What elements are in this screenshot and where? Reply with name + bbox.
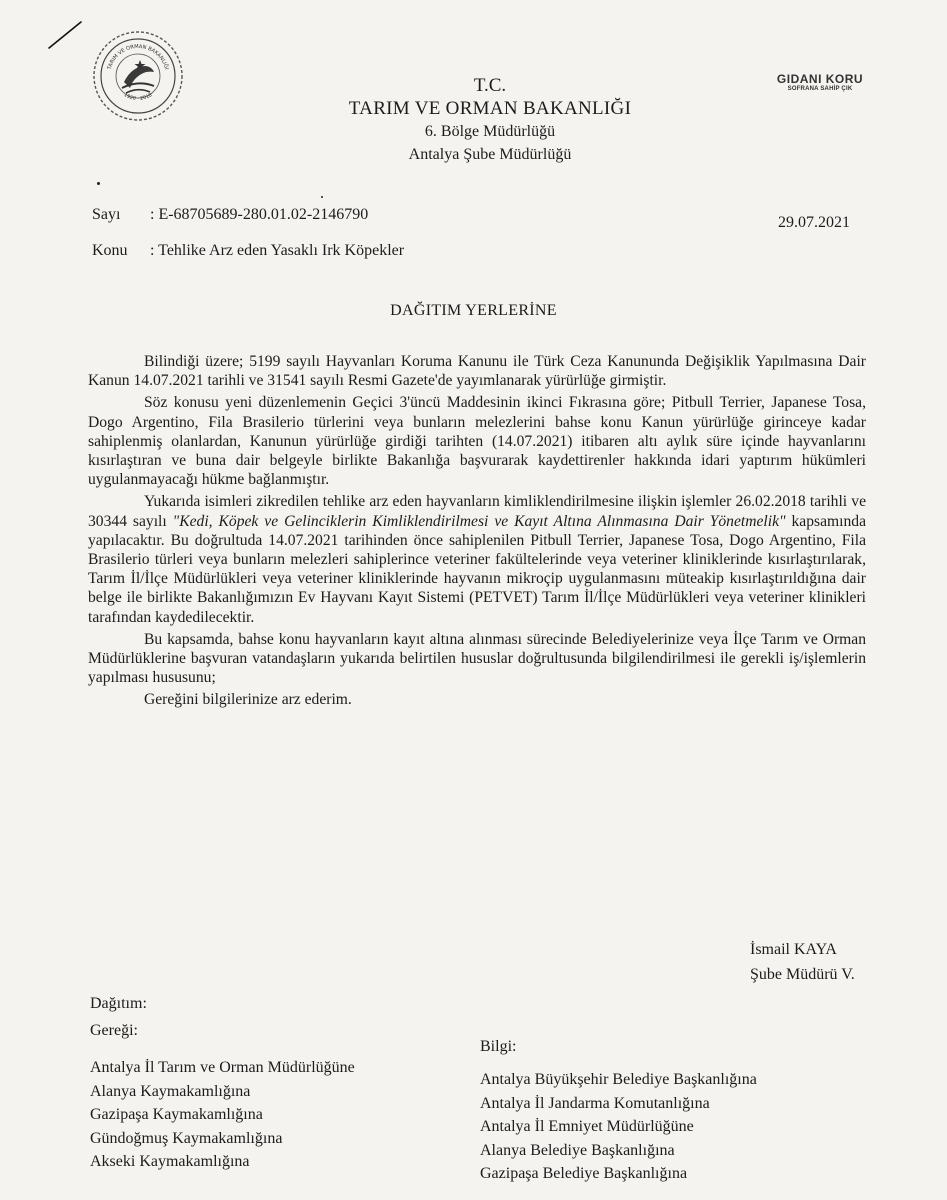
distribution-heading: Dağıtım: (90, 995, 147, 1012)
paragraph-1: Bilindiği üzere; 5199 sayılı Hayvanları Koruma Kanunu ile Türk Ceza Kanununda Değişiklik Yapılmasına Dair Kanun 14.07.2021 tarihli ve 31541 sayılı Resmi Gazete'de yayımlanarak yürürlüğe girmiştir. (88, 353, 866, 390)
sayi-line (92, 206, 368, 224)
list-item: Alanya Belediye Başkanlığına (480, 1141, 675, 1159)
list-item: Akseki Kaymakamlığına (90, 1153, 250, 1170)
list-item: Gündoğmuş Kaymakamlığına (90, 1129, 283, 1147)
list-item: Antalya İl Emniyet Müdürlüğüne (480, 1118, 694, 1135)
list-item: Alanya Kaymakamlığına (90, 1082, 251, 1100)
bilgi-label: Bilgi: (480, 1038, 517, 1055)
konu-line (92, 242, 404, 260)
paragraph-4: Bu kapsamda, bahse konu hayvanların kayıt altına alınması sürecinde Belediyelerinize veya İlçe Tarım ve Orman Müdürlüklerine başvuran vatandaşların yukarıda belirtilen hususlar doğrultusunda bilgilendirilmesi ile gerekli iş/işlemlerin yapılması hususunu; (88, 630, 866, 687)
seal-top-text: TARIM VE ORMAN BAKANLIĞI (106, 43, 170, 71)
svg-text:1920 · 2018 (123, 92, 154, 102)
seal-bottom-text: 1920 · 2018 (122, 92, 154, 102)
bilgi-list (480, 1068, 757, 1186)
stray-dot (97, 182, 100, 185)
stray-dot (321, 196, 323, 198)
letter-body (88, 352, 866, 713)
konu-value: : Tehlike Arz eden Yasaklı Irk Köpekler (150, 242, 405, 259)
header-ministry: TARIM VE ORMAN BAKANLIĞI (348, 98, 632, 119)
ministry-seal-logo (92, 30, 184, 122)
pen-mark (45, 18, 85, 52)
letterhead (280, 74, 700, 166)
header-branch: Antalya Şube Müdürlüğü (408, 146, 572, 163)
list-item: Gazipaşa Belediye Başkanlığına (480, 1165, 688, 1182)
signatory-name: İsmail KAYA (750, 941, 837, 958)
gidani-koru-brand (760, 72, 880, 92)
signature-block (750, 937, 855, 987)
sayi-label: Sayı (92, 206, 121, 223)
list-item: Gazipaşa Kaymakamlığına (90, 1106, 263, 1123)
regulation-title: "Kedi, Köpek ve Gelinciklerin Kimliklendirilmesi ve Kayıt Altına Alınmasına Dair Yönetmelik" (172, 512, 786, 530)
sayi-value: : E-68705689-280.01.02-2146790 (150, 206, 369, 223)
gere-label: Gereği: (90, 1022, 138, 1039)
document-title: DAĞITIM YERLERİNE (390, 302, 557, 319)
gere-list (90, 1056, 355, 1174)
brand-tagline: SOFRANA SAHİP ÇIK (787, 86, 853, 92)
document-date: 29.07.2021 (778, 214, 850, 231)
konu-label: Konu (92, 242, 128, 259)
list-item: Antalya İl Jandarma Komutanlığına (480, 1094, 710, 1112)
paragraph-3-part-a: Yukarıda isimleri zikredilen tehlike arz eden hayvanların kimliklendirilmesine ilişkin işlemler 26.02.2018 tarihli ve 30344 sayılı (88, 493, 866, 530)
header-region: 6. Bölge Müdürlüğü (424, 123, 556, 140)
paragraph-3-part-b: kapsamında yapılacaktır. Bu doğrultuda 14.07.2021 tarihinden önce sahiplenilen Pitbull Terrier, Japanese Tosa, Dogo Argentino, Fila Brasilerio türleri veya bunların melezleri sahiplerince veteriner fakültelerinde veya veteriner kliniklerinde kısırlaştırılarak, Tarım İl/İlçe Müdürlükleri veya veteriner kliniklerinde hayvanın mikroçip uygulanmasını müteakip kısırlaştırıldığına dair belge ile birlikte Bakanlığımızın Ev Hayvanı Kayıt Sistemi (PETVET) Tarım İl/İlçe Müdürlükleri veya veteriner klinikleri tarafından kaydedilecektir. (88, 512, 866, 626)
brand-name: GIDANI KORU (776, 72, 864, 86)
paragraph-3 (88, 492, 866, 626)
closing-line: Gereğini bilgilerinize arz ederim. (144, 691, 352, 709)
header-tc: T.C. (473, 75, 507, 96)
paragraph-2: Söz konusu yeni düzenlemenin Geçici 3'üncü Maddesinin ikinci Fıkrasına göre; Pitbull Terrier, Japanese Tosa, Dogo Argentino, Fila Brasilerio türlerini veya bunların melezlerini bahse konu Kanun yürürlüğe girinceye kadar sahiplenmiş olanlardan, Kanunun yürürlüğe girdiği tarihten (14.07.2021) itibaren altı aylık süre içinde hayvanlarını kısırlaştıran ve buna dair belgeyle birlikte Bakanlığa başvurarak kaydettirenler hakkında idari yaptırım hükümleri uygulanmayacağı hükme bağlanmıştır. (88, 394, 866, 489)
list-item: Antalya Büyükşehir Belediye Başkanlığına (480, 1071, 757, 1088)
signatory-title: Şube Müdürü V. (750, 966, 855, 983)
list-item: Antalya İl Tarım ve Orman Müdürlüğüne (90, 1059, 355, 1076)
